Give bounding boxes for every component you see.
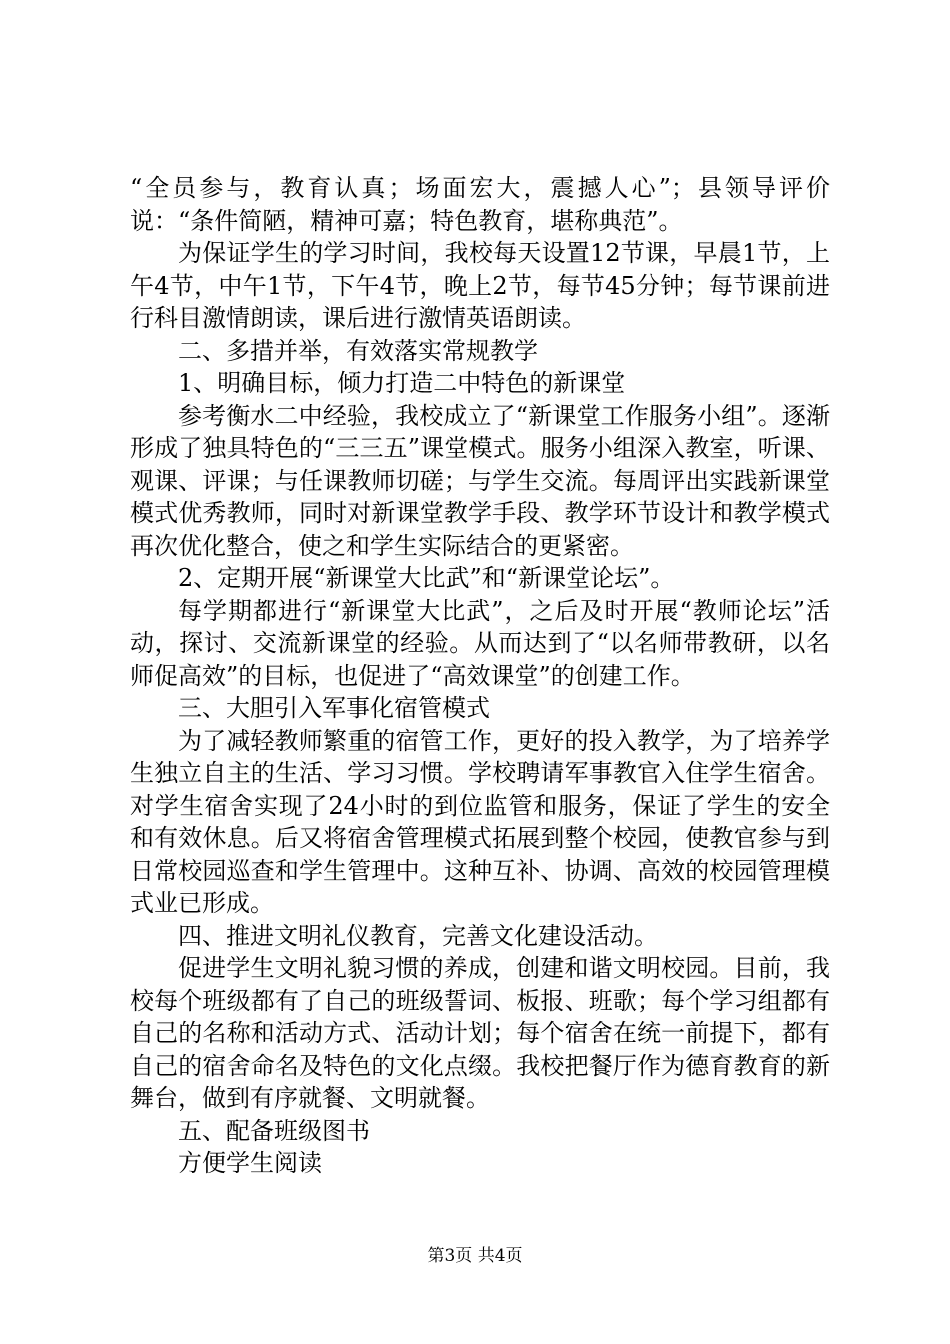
paragraph-etiquette: 促进学生文明礼貌习惯的养成，创建和谐文明校园。目前，我校每个班级都有了自己的班级誓词、板报、班歌；每个学习组都有自己的名称和活动方式、活动计划；每个宿舍在统一前提下，都有自己的宿舍命名及特色的文化点缀。我校把餐厅作为德育教育的新舞台，做到有序就餐、文明就餐。 (130, 954, 830, 1112)
section-heading-4: 四、推进文明礼仪教育，完善文化建设活动。 (178, 921, 658, 950)
paragraph-new-classroom: 参考衡水二中经验，我校成立了“新课堂工作服务小组”。逐渐形成了独具特色的“三三五”课堂模式。服务小组深入教室，听课、观课、评课；与任课教师切磋；与学生交流。每周评出实践新课堂模式优秀教师，同时对新课堂教学手段、教学环节设计和教学模式再次优化整合，使之和学生实际结合的更紧密。 (130, 401, 830, 560)
section-heading-2: 二、多措并举，有效落实常规教学 (178, 336, 538, 365)
paragraph-class-schedule: 为保证学生的学习时间，我校每天设置12节课，早晨1节，上午4节，中午1节，下午4节，晚上2节，每节45分钟；每节课前进行科目激情朗读，课后进行激情英语朗读。 (130, 239, 830, 332)
section-heading-5: 五、配备班级图书 (178, 1116, 370, 1145)
paragraph-dorm-management: 为了减轻教师繁重的宿管工作，更好的投入教学，为了培养学生独立自主的生活、学习习惯。学校聘请军事教官入住学生宿舍。对学生宿舍实现了24小时的到位监管和服务，保证了学生的安全和有效休息。后又将宿舍管理模式拓展到整个校园，使教官参与到日常校园巡查和学生管理中。这种互补、协调、高效的校园管理模式业已形成。 (130, 726, 830, 917)
section-heading-3: 三、大胆引入军事化宿管模式 (178, 694, 490, 722)
subheading-2-1: 1、明确目标，倾力打造二中特色的新课堂 (178, 369, 626, 397)
document-body (130, 172, 830, 1180)
paragraph-continuation: “全员参与，教育认真；场面宏大，震撼人心”；县领导评价说：“条件简陋，精神可嘉；特色教育，堪称典范”。 (130, 174, 830, 235)
subheading-2-2: 2、定期开展“新课堂大比武”和“新课堂论坛”。 (178, 564, 675, 592)
page-number-footer: 第3页 共4页 (427, 1246, 523, 1266)
paragraph-competition: 每学期都进行“新课堂大比武”，之后及时开展“教师论坛”活动，探讨、交流新课堂的经验。从而达到了“以名师带教研，以名师促高效”的目标，也促进了“高效课堂”的创建工作。 (130, 596, 830, 690)
paragraph-reading: 方便学生阅读 (178, 1149, 322, 1177)
